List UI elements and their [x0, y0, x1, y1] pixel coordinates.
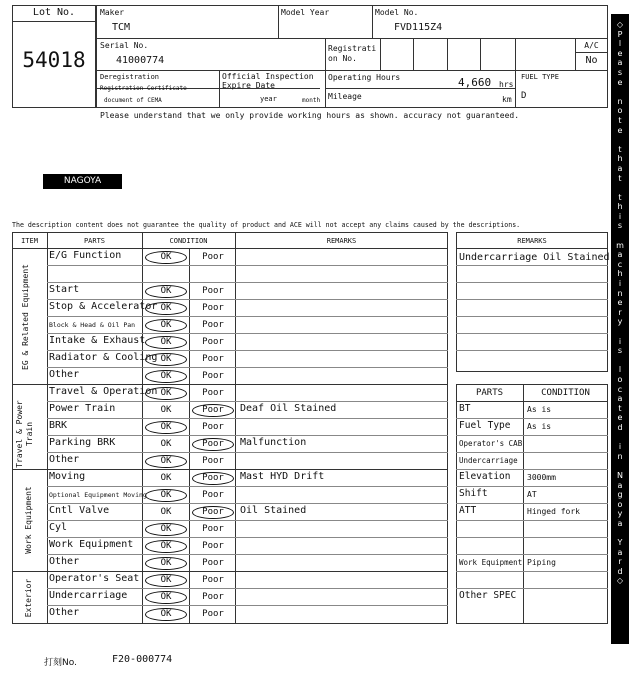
poor-option[interactable]: Poor	[202, 337, 224, 347]
ok-option[interactable]: OK	[145, 489, 187, 502]
location-note-sidebar	[611, 14, 629, 644]
ok-option[interactable]: OK	[145, 557, 187, 570]
spec-part: Undercarriage	[459, 456, 518, 465]
year-label: year	[260, 95, 277, 103]
row-part: Parking BRK	[49, 437, 116, 448]
ok-option[interactable]: OK	[145, 591, 187, 604]
spec-part: ATT	[459, 505, 477, 516]
sidebar-glyphs: ◇ P l e a s e n o t e t h a t t h i s m a c h i n e r y i s l o c a t e d i n N a g o y a Y a r d ◇	[616, 20, 624, 586]
header-item: ITEM	[21, 237, 38, 245]
poor-option[interactable]: Poor	[202, 558, 224, 568]
poor-option[interactable]: Poor	[202, 371, 224, 381]
poor-option[interactable]: Poor	[202, 320, 224, 330]
mileage-label: Mileage	[328, 92, 362, 101]
group-label-work: Work Equipment	[24, 486, 33, 554]
disclaimer-text: The description content does not guarantee the quality of product and ACE will not accept any claims caused by the descriptions.	[12, 221, 521, 229]
row-part: Start	[49, 284, 80, 295]
ok-option[interactable]: OK	[145, 285, 187, 298]
row-part: Power Train	[49, 403, 116, 414]
ok-option[interactable]: OK	[160, 439, 172, 449]
row-part: Block & Head & Oil Pan	[49, 321, 136, 329]
ok-option[interactable]: OK	[145, 302, 187, 315]
fuel-type-value: D	[521, 91, 527, 101]
maker-value: TCM	[112, 22, 131, 33]
poor-option[interactable]: Poor	[202, 286, 224, 296]
stamp-label: 打刻No.	[44, 658, 77, 668]
row-part: Other	[49, 556, 80, 567]
row-remark: Mast HYD Drift	[240, 471, 325, 482]
poor-option[interactable]: Poor	[202, 354, 224, 364]
cema-label: document of CEMA	[104, 97, 162, 104]
poor-option[interactable]: Poor	[202, 456, 224, 466]
poor-option[interactable]: Poor	[202, 575, 224, 585]
operating-hours-value: 4,660	[458, 76, 492, 89]
spec-part: Fuel Type	[459, 420, 511, 431]
lot-label: Lot No.	[32, 7, 76, 18]
spec-condition: 3000mm	[527, 473, 556, 482]
row-part: Radiator & Cooling	[49, 352, 158, 363]
ok-option[interactable]: OK	[145, 353, 187, 366]
spec-condition: As is	[527, 405, 552, 414]
spec-part: Work Equipment	[459, 558, 523, 567]
spec-condition: Hinged fork	[527, 507, 580, 516]
ok-option[interactable]: OK	[145, 455, 187, 468]
poor-option[interactable]: Poor	[202, 592, 224, 602]
poor-option[interactable]: Poor	[202, 490, 224, 500]
model-no-value: FVD115Z4	[394, 22, 443, 33]
poor-option[interactable]: Poor	[192, 472, 234, 485]
spec-part: Elevation	[459, 471, 511, 482]
poor-option[interactable]: Poor	[202, 524, 224, 534]
ok-option[interactable]: OK	[145, 608, 187, 621]
right-remarks-first: Undercarriage Oil Stained	[459, 252, 610, 263]
group-label-travel	[15, 389, 37, 479]
notice-text: Please understand that we only provide working hours as shown. accuracy not guaranteed.	[100, 111, 520, 120]
stamp-value: F20-000774	[112, 654, 173, 665]
row-part: Other	[49, 607, 80, 618]
spec-part: Other SPEC	[459, 590, 517, 601]
poor-option[interactable]: Poor	[202, 422, 224, 432]
spec-part: BT	[459, 403, 471, 414]
row-part: BRK	[49, 420, 68, 431]
spec-condition: Piping	[527, 558, 556, 567]
poor-option[interactable]: Poor	[202, 303, 224, 313]
group-label-exterior: Exterior	[24, 578, 33, 618]
row-part: Moving	[49, 471, 86, 482]
row-remark: Deaf Oil Stained	[240, 403, 337, 414]
row-part: Work Equipment	[49, 539, 134, 550]
group-label-eg: EG & Related Equipment	[21, 264, 30, 370]
lot-value: 54018	[22, 48, 86, 72]
poor-option[interactable]: Poor	[202, 252, 224, 262]
header-remarks: REMARKS	[326, 237, 357, 245]
header-condition: CONDITION	[169, 237, 208, 245]
poor-option[interactable]: Poor	[202, 609, 224, 619]
poor-option[interactable]: Poor	[192, 506, 234, 519]
row-part: Cntl Valve	[49, 505, 110, 516]
ok-option[interactable]: OK	[145, 387, 187, 400]
row-part: Optional Equipment Moving	[49, 491, 147, 499]
ac-label: A/C	[584, 41, 599, 50]
operating-hours-label: Operating Hours	[328, 73, 401, 82]
registration-label: Registrati on No.	[328, 44, 377, 63]
header-parts: PARTS	[83, 237, 106, 245]
row-part: Undercarriage	[49, 590, 128, 601]
ok-option[interactable]: OK	[160, 507, 172, 517]
ok-option[interactable]: OK	[145, 540, 187, 553]
ok-option[interactable]: OK	[145, 251, 187, 264]
row-part: Cyl	[49, 522, 68, 533]
spec-part: Operator's CAB	[459, 439, 523, 448]
right-remarks-header: REMARKS	[517, 237, 547, 245]
row-part: E/G Function	[49, 250, 122, 261]
row-part: Operator's Seat	[49, 573, 140, 584]
ok-option[interactable]: OK	[145, 523, 187, 536]
ok-option[interactable]: OK	[145, 336, 187, 349]
row-part: Stop & Accelerator	[49, 301, 158, 312]
poor-option[interactable]: Poor	[202, 388, 224, 398]
poor-option[interactable]: Poor	[192, 404, 234, 417]
ac-value: No	[585, 55, 598, 66]
fuel-type-label: FUEL TYPE	[521, 73, 559, 81]
deregistration-label: Deregistration	[100, 73, 160, 81]
location-badge: NAGOYA	[43, 174, 122, 189]
km-label: km	[502, 95, 512, 104]
inspection-label: Official Inspection Expire Date	[222, 72, 314, 90]
ok-option[interactable]: OK	[145, 319, 187, 332]
ok-option[interactable]: OK	[145, 370, 187, 383]
row-part: Travel & Operation	[49, 386, 158, 397]
poor-option[interactable]: Poor	[192, 438, 234, 451]
spec-condition: As is	[527, 422, 552, 431]
maker-label: Maker	[100, 8, 125, 17]
model-no-label: Model No.	[375, 8, 419, 17]
row-part: Intake & Exhaust	[49, 335, 146, 346]
group-label-travel-text: Travel & Power Train	[15, 400, 34, 468]
row-part: Other	[49, 454, 80, 465]
row-remark: Oil Stained	[240, 505, 307, 516]
row-remark: Malfunction	[240, 437, 307, 448]
hrs-label: hrs	[499, 80, 514, 89]
row-part: Other	[49, 369, 80, 380]
spec-part: Shift	[459, 488, 488, 499]
month-label: month	[302, 97, 321, 104]
poor-option[interactable]: Poor	[202, 541, 224, 551]
spec-condition: AT	[527, 490, 537, 499]
spec-condition-header: CONDITION	[541, 388, 590, 398]
ok-option[interactable]: OK	[160, 405, 172, 415]
ok-option[interactable]: OK	[160, 473, 172, 483]
spec-parts-header: PARTS	[475, 388, 504, 398]
serial-label: Serial No.	[100, 41, 149, 50]
model-year-label: Model Year	[281, 8, 330, 17]
registration-cert-label: Registration Certificate	[100, 85, 187, 92]
ok-option[interactable]: OK	[145, 574, 187, 587]
serial-value: 41000774	[116, 55, 165, 66]
ok-option[interactable]: OK	[145, 421, 187, 434]
